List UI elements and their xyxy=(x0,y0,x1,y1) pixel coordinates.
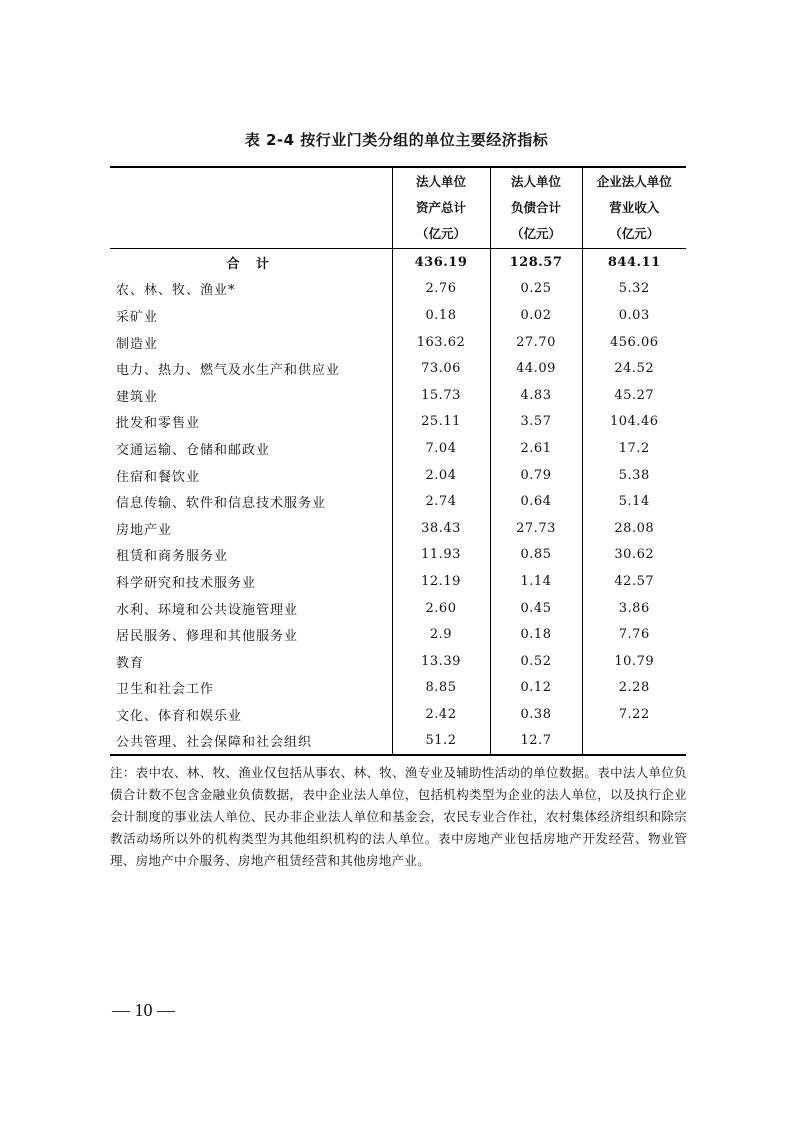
assets-value: 11.93 xyxy=(392,542,490,569)
assets-value: 12.19 xyxy=(392,568,490,595)
page-number: — 10 — xyxy=(112,1000,175,1020)
industry-name: 信息传输、软件和信息技术服务业 xyxy=(116,496,327,512)
revenue-value: 3.86 xyxy=(582,595,686,622)
revenue-value: 28.08 xyxy=(582,515,686,542)
assets-value: 0.18 xyxy=(392,302,490,329)
assets-value: 2.04 xyxy=(392,462,490,489)
revenue-value: 7.76 xyxy=(582,621,686,648)
table-row xyxy=(110,542,686,569)
revenue-value: 2.28 xyxy=(582,675,686,702)
revenue-value: 0.03 xyxy=(582,302,686,329)
assets-value: 163.62 xyxy=(392,329,490,356)
table-row xyxy=(110,701,686,728)
table-row xyxy=(110,409,686,436)
table-row xyxy=(110,675,686,702)
liabilities-value: 0.85 xyxy=(490,542,582,569)
revenue-value xyxy=(582,728,686,756)
table-header-row xyxy=(110,167,686,249)
table-row xyxy=(110,355,686,382)
table-row xyxy=(110,728,686,756)
assets-value: 13.39 xyxy=(392,648,490,675)
table-row xyxy=(110,648,686,675)
revenue-value: 104.46 xyxy=(582,409,686,436)
liabilities-value: 44.09 xyxy=(490,355,582,382)
table-row xyxy=(110,329,686,356)
liabilities-value: 0.02 xyxy=(490,302,582,329)
total-revenue: 844.11 xyxy=(582,249,686,276)
table-row xyxy=(110,302,686,329)
industry-name: 房地产业 xyxy=(116,522,173,538)
assets-value: 73.06 xyxy=(392,355,490,382)
table-row xyxy=(110,462,686,489)
header-industry xyxy=(110,167,392,249)
industry-name: 公共管理、社会保障和社会组织 xyxy=(116,735,313,751)
liabilities-value: 0.45 xyxy=(490,595,582,622)
revenue-value: 10.79 xyxy=(582,648,686,675)
industry-name: 教育 xyxy=(116,655,145,671)
assets-value: 15.73 xyxy=(392,382,490,409)
revenue-value: 5.14 xyxy=(582,488,686,515)
table-row xyxy=(110,515,686,542)
revenue-value: 24.52 xyxy=(582,355,686,382)
liabilities-value: 0.25 xyxy=(490,276,582,303)
table-row xyxy=(110,276,686,303)
table-row xyxy=(110,621,686,648)
revenue-value: 456.06 xyxy=(582,329,686,356)
liabilities-value: 12.7 xyxy=(490,728,582,756)
industry-name: 水利、环境和公共设施管理业 xyxy=(116,602,299,618)
industry-name: 住宿和餐饮业 xyxy=(116,469,201,485)
revenue-value: 5.32 xyxy=(582,276,686,303)
revenue-value: 42.57 xyxy=(582,568,686,595)
revenue-value: 7.22 xyxy=(582,701,686,728)
industry-name: 卫生和社会工作 xyxy=(116,682,215,698)
industry-name: 采矿业 xyxy=(116,309,159,325)
table-row xyxy=(110,568,686,595)
assets-value: 2.9 xyxy=(392,621,490,648)
liabilities-value: 0.79 xyxy=(490,462,582,489)
liabilities-value: 27.73 xyxy=(490,515,582,542)
total-liabilities: 128.57 xyxy=(490,249,582,276)
header-liabilities: 法人单位 负债合计 （亿元） xyxy=(490,167,582,249)
liabilities-value: 4.83 xyxy=(490,382,582,409)
assets-value: 25.11 xyxy=(392,409,490,436)
table-row xyxy=(110,488,686,515)
liabilities-value: 1.14 xyxy=(490,568,582,595)
table-row xyxy=(110,435,686,462)
total-row xyxy=(110,249,686,276)
industry-name: 交通运输、仓储和邮政业 xyxy=(116,442,271,458)
assets-value: 7.04 xyxy=(392,435,490,462)
industry-name: 农、林、牧、渔业* xyxy=(116,283,236,299)
liabilities-value: 0.38 xyxy=(490,701,582,728)
industry-name: 建筑业 xyxy=(116,389,159,405)
assets-value: 38.43 xyxy=(392,515,490,542)
table-row xyxy=(110,382,686,409)
revenue-value: 30.62 xyxy=(582,542,686,569)
assets-value: 2.60 xyxy=(392,595,490,622)
industry-name: 电力、热力、燃气及水生产和供应业 xyxy=(116,363,341,379)
liabilities-value: 0.12 xyxy=(490,675,582,702)
industry-name: 居民服务、修理和其他服务业 xyxy=(116,629,299,645)
revenue-value: 5.38 xyxy=(582,462,686,489)
table-title: 表 2-4 按行业门类分组的单位主要经济指标 xyxy=(244,131,549,149)
assets-value: 2.76 xyxy=(392,276,490,303)
header-assets: 法人单位 资产总计 （亿元） xyxy=(392,167,490,249)
table-footnote: 注：表中农、林、牧、渔业仅包括从事农、林、牧、渔专业及辅助性活动的单位数据。表中法人单位负债合计数不包含金融业负债数据，表中企业法人单位，包括机构类型为企业的法人单位，以及执行企业会计制度的事业法人单位、民办非企业法人单位和基金会，农民专业合作社，农村集体经济组织和除宗教活动场所以外的机构类型为其他组织机构的法人单位。表中房地产业包括房地产开发经营、物业管理、房地产中介服务、房地产租赁经营和其他房地产业。 xyxy=(110,765,687,868)
industry-name: 批发和零售业 xyxy=(116,416,201,432)
total-assets: 436.19 xyxy=(392,249,490,276)
liabilities-value: 0.52 xyxy=(490,648,582,675)
assets-value: 8.85 xyxy=(392,675,490,702)
liabilities-value: 2.61 xyxy=(490,435,582,462)
assets-value: 2.42 xyxy=(392,701,490,728)
economic-indicators-table xyxy=(110,166,686,756)
liabilities-value: 27.70 xyxy=(490,329,582,356)
table-row xyxy=(110,595,686,622)
assets-value: 51.2 xyxy=(392,728,490,756)
industry-name: 租赁和商务服务业 xyxy=(116,549,229,565)
revenue-value: 17.2 xyxy=(582,435,686,462)
industry-name: 制造业 xyxy=(116,336,159,352)
industry-name: 文化、体育和娱乐业 xyxy=(116,708,243,724)
liabilities-value: 3.57 xyxy=(490,409,582,436)
industry-name: 科学研究和技术服务业 xyxy=(116,575,257,591)
assets-value: 2.74 xyxy=(392,488,490,515)
total-label: 合 计 xyxy=(226,256,276,272)
revenue-value: 45.27 xyxy=(582,382,686,409)
header-revenue: 企业法人单位 营业收入 （亿元） xyxy=(582,167,686,249)
liabilities-value: 0.64 xyxy=(490,488,582,515)
liabilities-value: 0.18 xyxy=(490,621,582,648)
